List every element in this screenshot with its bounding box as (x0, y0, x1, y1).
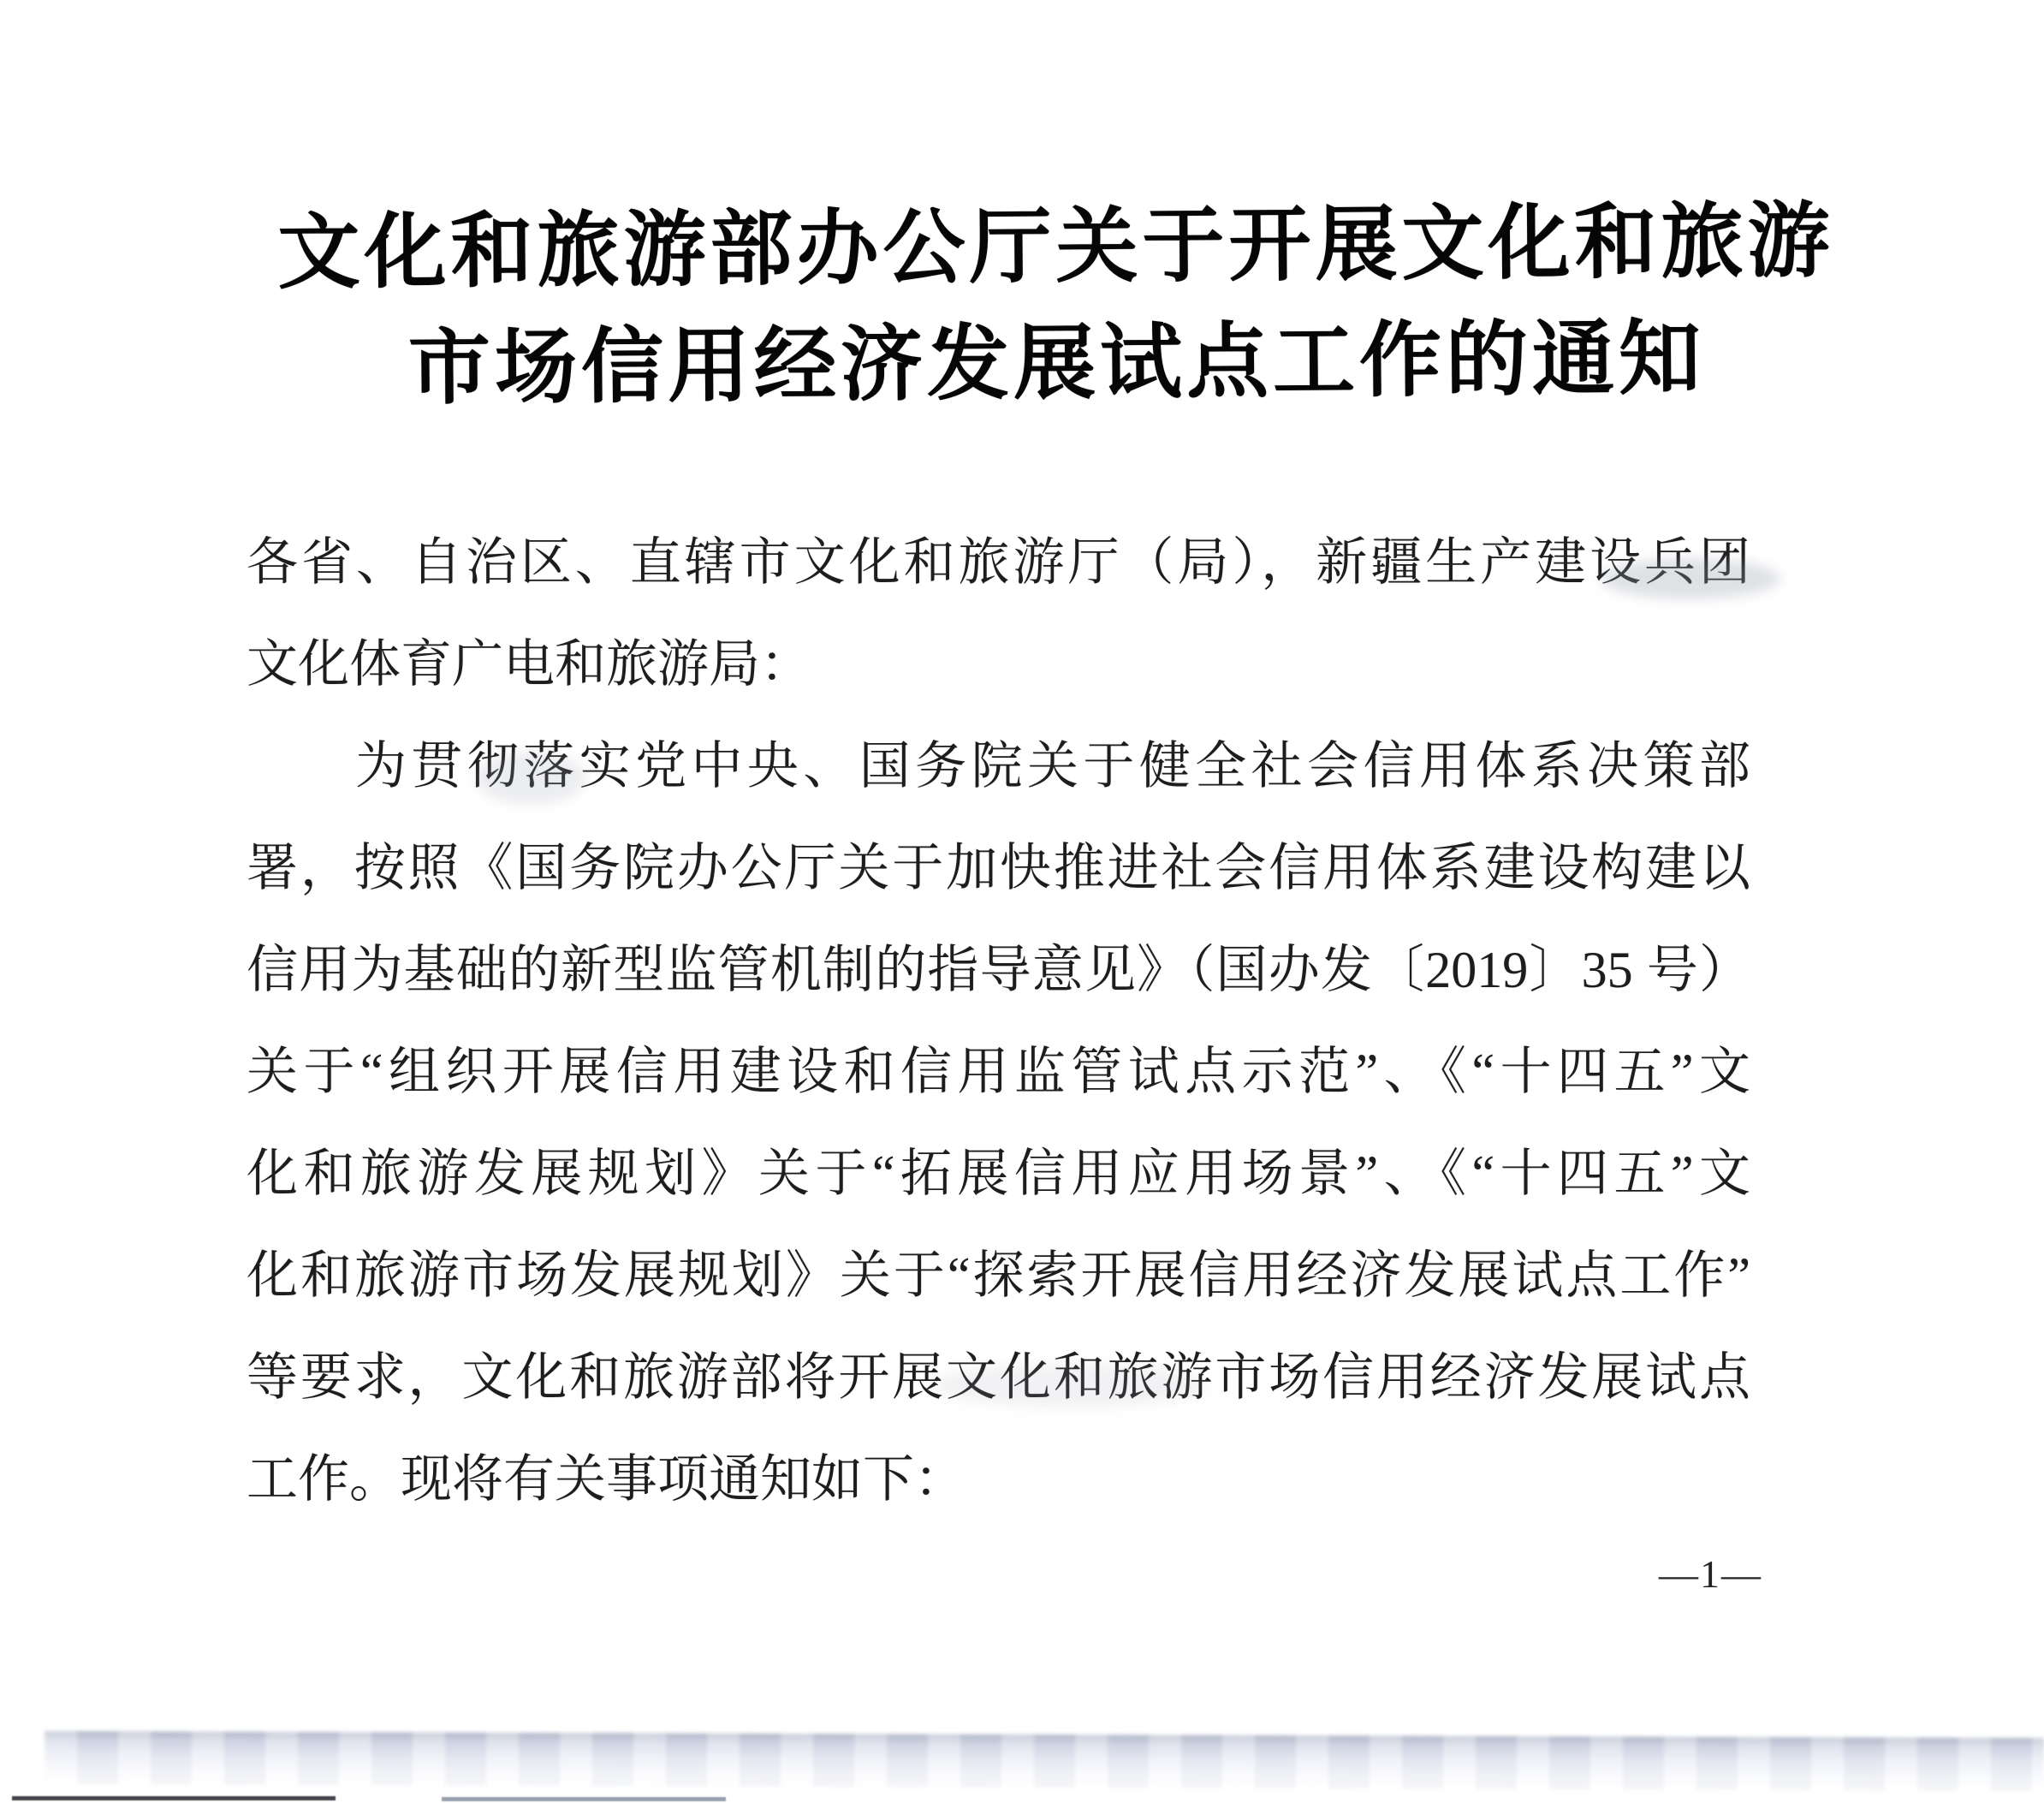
title-line-2: 市场信用经济发展试点工作的通知 (407, 312, 1706, 414)
document-title (33, 181, 2044, 431)
body-line-3: 为贯彻落实党中央、国务院关于健全社会信用体系决策部 (355, 738, 1750, 794)
title-line-1: 文化和旅游部办公厅关于开展文化和旅游 (277, 194, 1834, 300)
body-line-7: 化和旅游发展规划》关于“拓展信用应用场景”、《“十四五”文 (247, 1145, 1750, 1202)
body-line-2: 文化体育广电和旅游局： (247, 636, 811, 693)
scan-shadow-band (45, 1731, 2044, 1791)
body-line-8: 化和旅游市场发展规划》关于“探索开展信用经济发展试点工作” (247, 1247, 1750, 1304)
document-body (247, 512, 1750, 1531)
page-number: —1— (1659, 1552, 1762, 1596)
scan-edge-line (442, 1797, 726, 1801)
body-line-5: 信用为基础的新型监管机制的指导意见》（国办发〔2019〕35 号） (247, 942, 1750, 998)
scan-edge-line (12, 1796, 336, 1800)
body-line-1: 各省、自治区、直辖市文化和旅游厅（局），新疆生产建设兵团 (247, 534, 1750, 591)
body-line-10: 工作。现将有关事项通知如下： (247, 1451, 966, 1508)
body-line-6: 关于“组织开展信用建设和信用监管试点示范”、《“十四五”文 (247, 1044, 1750, 1100)
body-line-9: 等要求，文化和旅游部将开展文化和旅游市场信用经济发展试点 (247, 1349, 1750, 1406)
body-line-4: 署，按照《国务院办公厅关于加快推进社会信用体系建设构建以 (247, 840, 1750, 896)
